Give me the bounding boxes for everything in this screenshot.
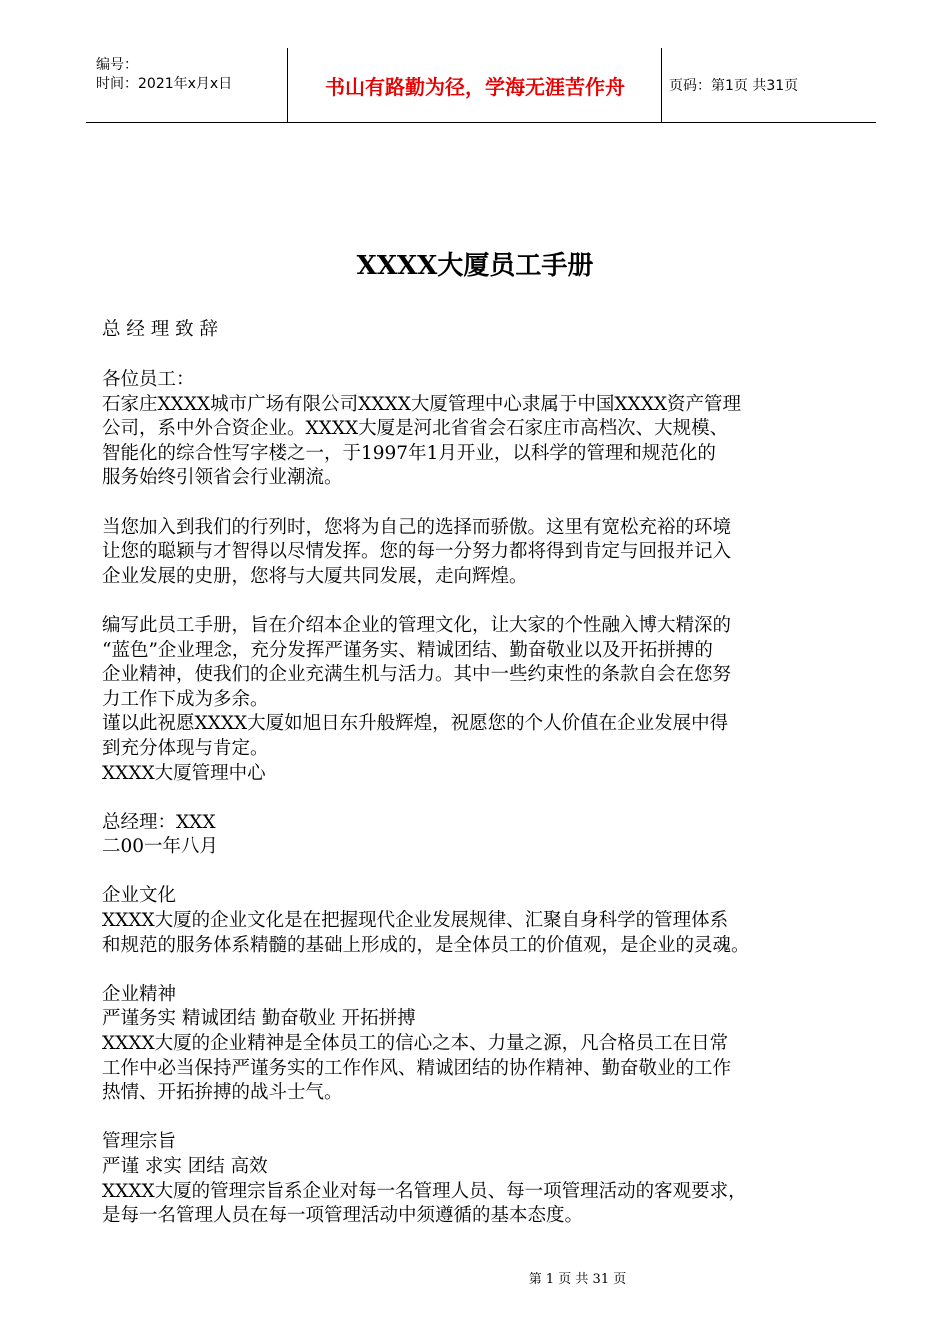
paragraph-line: “蓝色”企业理念，充分发挥严谨务实、精诚团结、勤奋敬业以及开拓拼搏的 <box>102 639 713 661</box>
tenet-motto: 严谨 求实 团结 高效 <box>102 1156 268 1177</box>
paragraph-line: XXXX大厦的企业文化是在把握现代企业发展规律、汇聚自身科学的管理体系 <box>102 910 729 932</box>
signature-org: XXXX大厦管理中心 <box>102 762 266 784</box>
header-page-info: 页码：第1页 共31页 <box>669 78 799 94</box>
paragraph-line: 到充分体现与肯定。 <box>102 737 269 759</box>
section-heading-spirit: 企业精神 <box>102 983 177 1005</box>
document-time-label: 时间：2021年x月x日 <box>96 76 233 92</box>
paragraph-line: 让您的聪颖与才智得以尽情发挥。您的每一分努力都将得到肯定与回报并记入 <box>102 541 732 563</box>
page-footer <box>0 1268 950 1287</box>
paragraph-line: 服务始终引领省会行业潮流。 <box>102 467 343 489</box>
paragraph-line: 是每一名管理人员在每一项管理活动中须遵循的基本态度。 <box>102 1205 584 1227</box>
document-title: XXXX大厦员工手册 <box>356 251 594 281</box>
section-heading-culture: 企业文化 <box>102 885 177 907</box>
paragraph-line: XXXX大厦的管理宗旨系企业对每一名管理人员、每一项管理活动的客观要求， <box>102 1180 747 1202</box>
paragraph-line: 力工作下成为多余。 <box>102 688 269 710</box>
letter-heading: 总 经 理 致 辞 <box>102 319 219 340</box>
paragraph-line: 企业精神，使我们的企业充满生机与活力。其中一些约束性的条款自会在您努 <box>102 664 732 686</box>
paragraph-line: 当您加入到我们的行列时，您将为自己的选择而骄傲。这里有宽松充裕的环境 <box>102 516 732 538</box>
spirit-motto: 严谨务实 精诚团结 勤奋敬业 开拓拼搏 <box>102 1008 416 1030</box>
paragraph-line: XXXX大厦的企业精神是全体员工的信心之本、力量之源，凡合格员工在日常 <box>102 1033 729 1055</box>
header-meta <box>96 56 291 94</box>
signature-name: 总经理：XXX <box>102 811 216 833</box>
paragraph-line: 企业发展的史册，您将与大厦共同发展，走向辉煌。 <box>102 565 528 587</box>
signature-date: 二00一年八月 <box>102 836 219 858</box>
paragraph-line: 工作中必当保持严谨务实的工作作风、精诚团结的协作精神、勤奋敬业的工作 <box>102 1057 732 1079</box>
header-divider-left <box>287 48 288 122</box>
paragraph-line: 智能化的综合性写字楼之一，于1997年1月开业，以科学的管理和规范化的 <box>102 442 716 464</box>
header-motto: 书山有路勤为径，学海无涯苦作舟 <box>325 74 625 99</box>
section-heading-tenet: 管理宗旨 <box>102 1131 177 1153</box>
document-body <box>102 368 872 1229</box>
paragraph-line: 和规范的服务体系精髓的基础上形成的，是全体员工的价值观，是企业的灵魂。 <box>102 934 750 956</box>
page-header <box>86 48 876 123</box>
paragraph-line: 公司，系中外合资企业。XXXX大厦是河北省省会石家庄市高档次、大规模、 <box>102 418 729 440</box>
paragraph-line: 编写此员工手册，旨在介绍本企业的管理文化，让大家的个性融入博大精深的 <box>102 614 732 636</box>
greeting-line: 各位员工： <box>102 369 195 390</box>
paragraph-line: 谨以此祝愿XXXX大厦如旭日东升般辉煌，祝愿您的个人价值在企业发展中得 <box>102 713 729 735</box>
paragraph-line: 热情、开拓拚搏的战斗士气。 <box>102 1082 343 1104</box>
paragraph-line: 石家庄XXXX城市广场有限公司XXXX大厦管理中心隶属于中国XXXX资产管理 <box>102 393 742 415</box>
header-divider-right <box>661 48 662 122</box>
footer-page-number: 第 1 页 共 31 页 <box>528 1272 627 1287</box>
document-number-label: 编号： <box>96 57 138 73</box>
